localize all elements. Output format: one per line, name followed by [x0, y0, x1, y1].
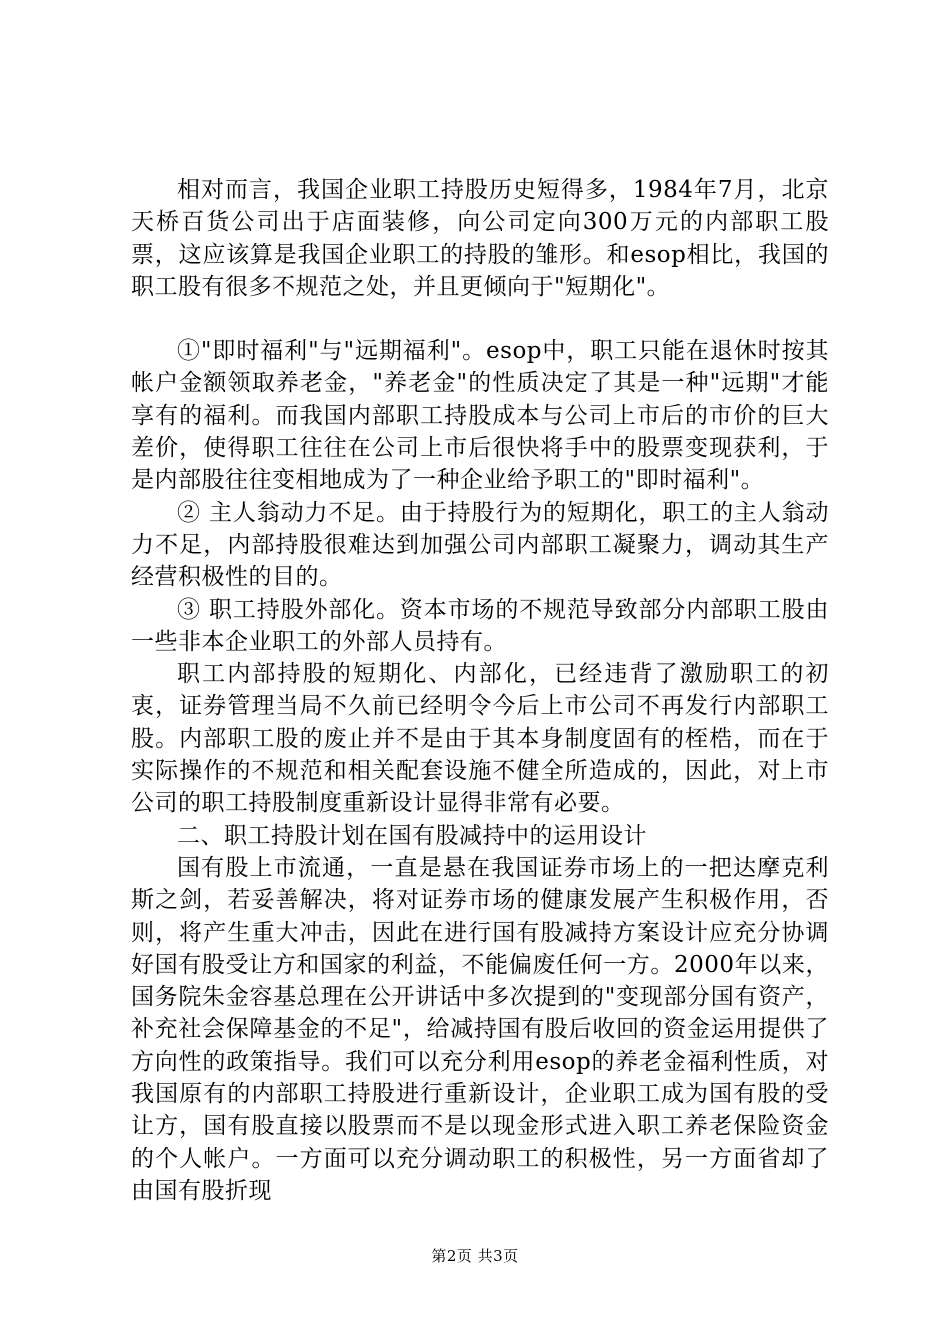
section-heading: 二、职工持股计划在国有股减持中的运用设计: [177, 822, 647, 849]
paragraph-section-body: 国有股上市流通，一直是悬在我国证券市场上的一把达摩克利斯之剑，若妥善解决，将对证券市场的健康发展产生积极作用，否则，将产生重大冲击，因此在进行国有股减持方案设计应充分协调好国有股受让方和国家的利益，不能偏废任何一方。2000年以来，国务院朱金容基总理在公开讲话中多次提到的"变现部分国有资产，补充社会保障基金的不足"，给减持国有股后收回的资金运用提供了方向性的政策指导。我们可以充分利用esop的养老金福利性质，对我国原有的内部职工持股进行重新设计，企业职工成为国有股的受让方，国有股直接以股票而不是以现金形式进入职工养老保险资金的个人帐户。一方面可以充分调动职工的积极性，另一方面省却了由国有股折现: [131, 854, 829, 1204]
page-footer: 第2页 共3页: [431, 1247, 519, 1265]
paragraph-point-1: ①"即时福利"与"远期福利"。esop中，职工只能在退休时按其帐户金额领取养老金，"养老金"的性质决定了其是一种"远期"才能享有的福利。而我国内部职工持股成本与公司上市后的市价的巨大差价，使得职工往往在公司上市后很快将手中的股票变现获利，于是内部股往往变相地成为了一种企业给予职工的"即时福利"。: [131, 338, 829, 494]
paragraph-gap: [131, 303, 829, 335]
paragraph-point-3: ③ 职工持股外部化。资本市场的不规范导致部分内部职工股由一些非本企业职工的外部人员持有。: [131, 596, 829, 655]
paragraph-summary: 职工内部持股的短期化、内部化，已经违背了激励职工的初衷，证券管理当局不久前已经明令今后上市公司不再发行内部职工股。内部职工股的废止并不是由于其本身制度固有的桎梏，而在于实际操作的不规范和相关配套设施不健全所造成的，因此，对上市公司的职工持股制度重新设计显得非常有必要。: [131, 661, 829, 817]
paragraph-point-2: ② 主人翁动力不足。由于持股行为的短期化，职工的主人翁动力不足，内部持股很难达到加强公司内部职工凝聚力，调动其生产经营积极性的目的。: [131, 499, 829, 591]
document-body: [131, 174, 829, 1207]
paragraph-intro: 相对而言，我国企业职工持股历史短得多，1984年7月，北京天桥百货公司出于店面装修，向公司定向300万元的内部职工股票，这应该算是我国企业职工的持股的雏形。和esop相比，我国的职工股有很多不规范之处，并且更倾向于"短期化"。: [131, 177, 829, 300]
